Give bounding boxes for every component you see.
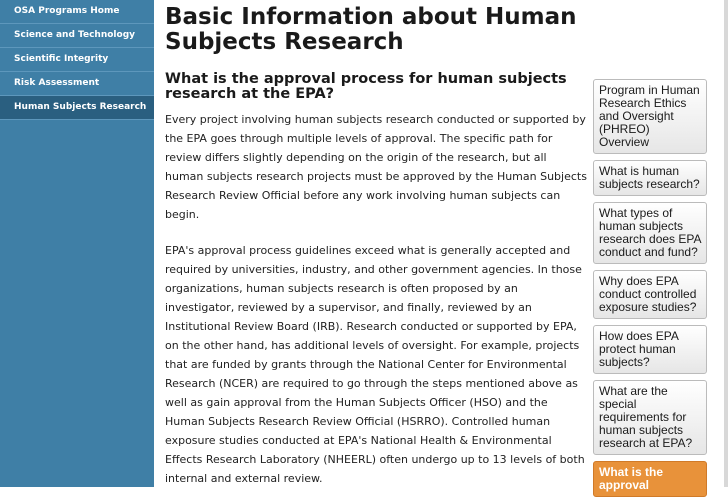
page-title: Basic Information about Human Subjects Research bbox=[165, 4, 577, 55]
right-nav-item-approval-process[interactable]: What is the approval bbox=[593, 461, 707, 497]
right-nav-item-how-protect-subjects[interactable]: How does EPA protect human subjects? bbox=[593, 325, 707, 374]
right-nav-item-what-is-human-subjects-research[interactable]: What is human subjects research? bbox=[593, 160, 707, 196]
scrollbar-track[interactable] bbox=[724, 0, 728, 487]
main-content bbox=[165, 0, 587, 488]
sidebar-item-risk-assessment[interactable]: Risk Assessment bbox=[0, 72, 154, 96]
sidebar-item-science-and-technology[interactable]: Science and Technology bbox=[0, 24, 154, 48]
sidebar-item-scientific-integrity[interactable]: Scientific Integrity bbox=[0, 48, 154, 72]
right-nav-item-types-of-research[interactable]: What types of human subjects research does EPA conduct and fund? bbox=[593, 202, 707, 264]
section-heading: What is the approval process for human subjects research at the EPA? bbox=[165, 71, 567, 102]
right-nav-item-special-requirements[interactable]: What are the special requirements for human subjects research at EPA? bbox=[593, 380, 707, 455]
right-nav-item-phreo-overview[interactable]: Program in Human Research Ethics and Oversight (PHREO) Overview bbox=[593, 79, 707, 154]
sidebar-item-osa-programs-home[interactable]: OSA Programs Home bbox=[0, 0, 154, 24]
body-paragraph: EPA's approval process guidelines exceed what is generally accepted and required by universities, industry, and other government agencies. In those organizations, human subjects research is often proposed by an investigator, reviewed by a supervisor, and finally, reviewed by an Institutional Review Board (IRB). Research conducted or supported by EPA, on the other hand, has additional levels of oversight. For example, projects that are funded by grants through the National Center for Environmental Research (NCER) are required to go through the steps mentioned above as well as gain approval from the Human Subjects Officer (HSO) and the Human Subjects Research Review Official (HSRRO). Controlled human exposure studies conducted at EPA's National Health & Environmental Effects Research Laboratory (NHEERL) often undergo up to 13 levels of both internal and external review. bbox=[165, 244, 585, 485]
body-paragraph: Every project involving human subjects research conducted or supported by the EPA goes through multiple levels of approval. The specific path for review differs slightly depending on the origin of the research, but all human subjects research projects must be approved by the Human Subjects Research Review Official before any work involving human subjects can begin. bbox=[165, 113, 587, 221]
right-nav-item-why-controlled-exposure[interactable]: Why does EPA conduct controlled exposure studies? bbox=[593, 270, 707, 319]
right-topic-nav bbox=[593, 79, 707, 503]
left-sidebar-nav bbox=[0, 0, 154, 487]
sidebar-item-human-subjects-research[interactable]: Human Subjects Research bbox=[0, 96, 154, 120]
